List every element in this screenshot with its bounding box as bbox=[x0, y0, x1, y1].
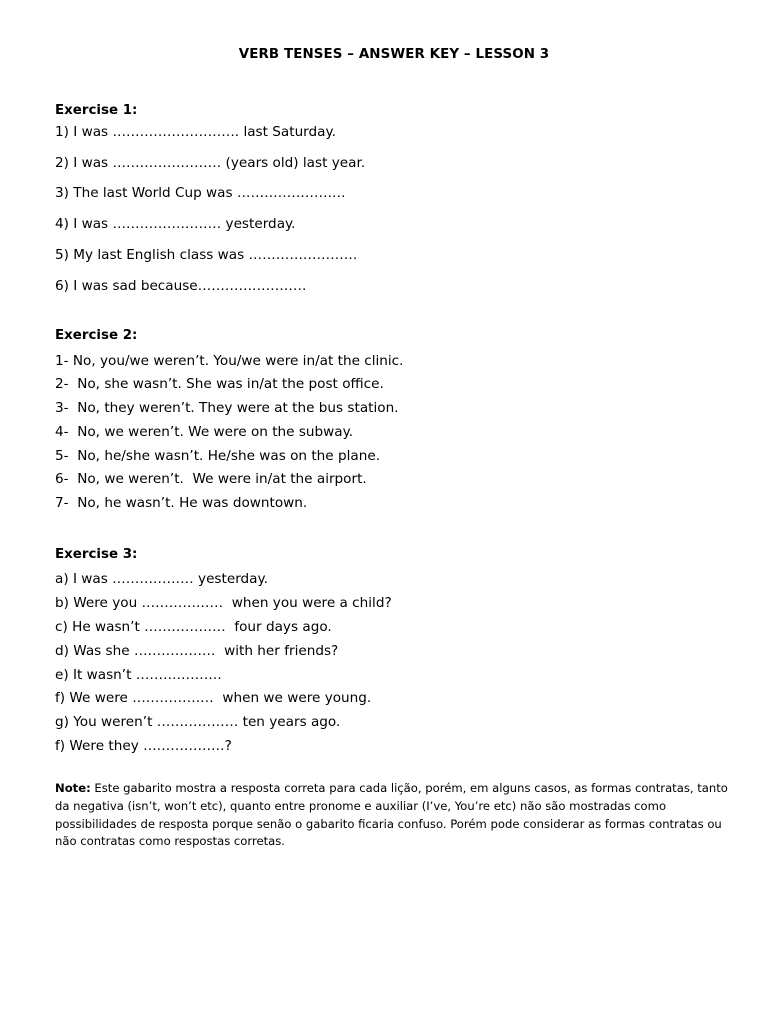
exercise-2-item-5: 5- No, he/she wasn’t. He/she was on the plane. bbox=[55, 448, 381, 464]
exercise-1-item-5: 5) My last English class was …………………… bbox=[55, 247, 358, 263]
exercise-3-item-f2: f) Were they ………………? bbox=[55, 738, 232, 754]
exercise-1-item-4: 4) I was …………………… yesterday. bbox=[55, 216, 296, 232]
exercise-3-item-a: a) I was ……………… yesterday. bbox=[55, 571, 268, 587]
note-label: Note: bbox=[55, 781, 91, 795]
exercise-3-item-g: g) You weren’t ……………… ten years ago. bbox=[55, 714, 341, 730]
exercise-2-item-7: 7- No, he wasn’t. He was downtown. bbox=[55, 495, 308, 511]
page-title: VERB TENSES – ANSWER KEY – LESSON 3 bbox=[238, 47, 550, 62]
note-text: Este gabarito mostra a resposta correta para cada lição, porém, em alguns casos, as formas contratas, tanto da negativa (isn’t, won’t etc), quanto entre pronome e auxiliar (I’ve, You’re etc) não são mostradas como possibilidades de resposta porque senão o gabarito ficaria confuso. Porém pode considerar as formas contratas ou não contratas como respostas corretas. bbox=[55, 781, 728, 849]
exercise-3-item-c: c) He wasn’t ……………… four days ago. bbox=[55, 619, 332, 635]
exercise-2-item-3: 3- No, they weren’t. They were at the bus station. bbox=[55, 400, 399, 416]
exercise-1-item-1: 1) I was ………………………. last Saturday. bbox=[55, 124, 336, 140]
exercise-3-item-f: f) We were ……………… when we were young. bbox=[55, 690, 372, 706]
exercise-3-heading: Exercise 3: bbox=[55, 547, 138, 562]
exercise-1-item-6: 6) I was sad because…………………… bbox=[55, 278, 307, 294]
exercise-3-item-e: e) It wasn’t ………………. bbox=[55, 667, 222, 683]
exercise-2-item-2: 2- No, she wasn’t. She was in/at the post office. bbox=[55, 376, 384, 392]
exercise-2-heading: Exercise 2: bbox=[55, 328, 138, 343]
exercise-1-item-2: 2) I was …………………… (years old) last year. bbox=[55, 155, 366, 171]
note-paragraph bbox=[55, 780, 735, 851]
exercise-2-item-4: 4- No, we weren’t. We were on the subway. bbox=[55, 424, 354, 440]
exercise-1-item-3: 3) The last World Cup was …………………… bbox=[55, 185, 346, 201]
exercise-1-heading: Exercise 1: bbox=[55, 103, 138, 118]
exercise-2-item-6: 6- No, we weren’t. We were in/at the airport. bbox=[55, 471, 367, 487]
exercise-3-item-b: b) Were you ……………… when you were a child? bbox=[55, 595, 392, 611]
exercise-2-item-1: 1- No, you/we weren’t. You/we were in/at the clinic. bbox=[55, 353, 404, 369]
exercise-3-item-d: d) Was she ……………… with her friends? bbox=[55, 643, 339, 659]
